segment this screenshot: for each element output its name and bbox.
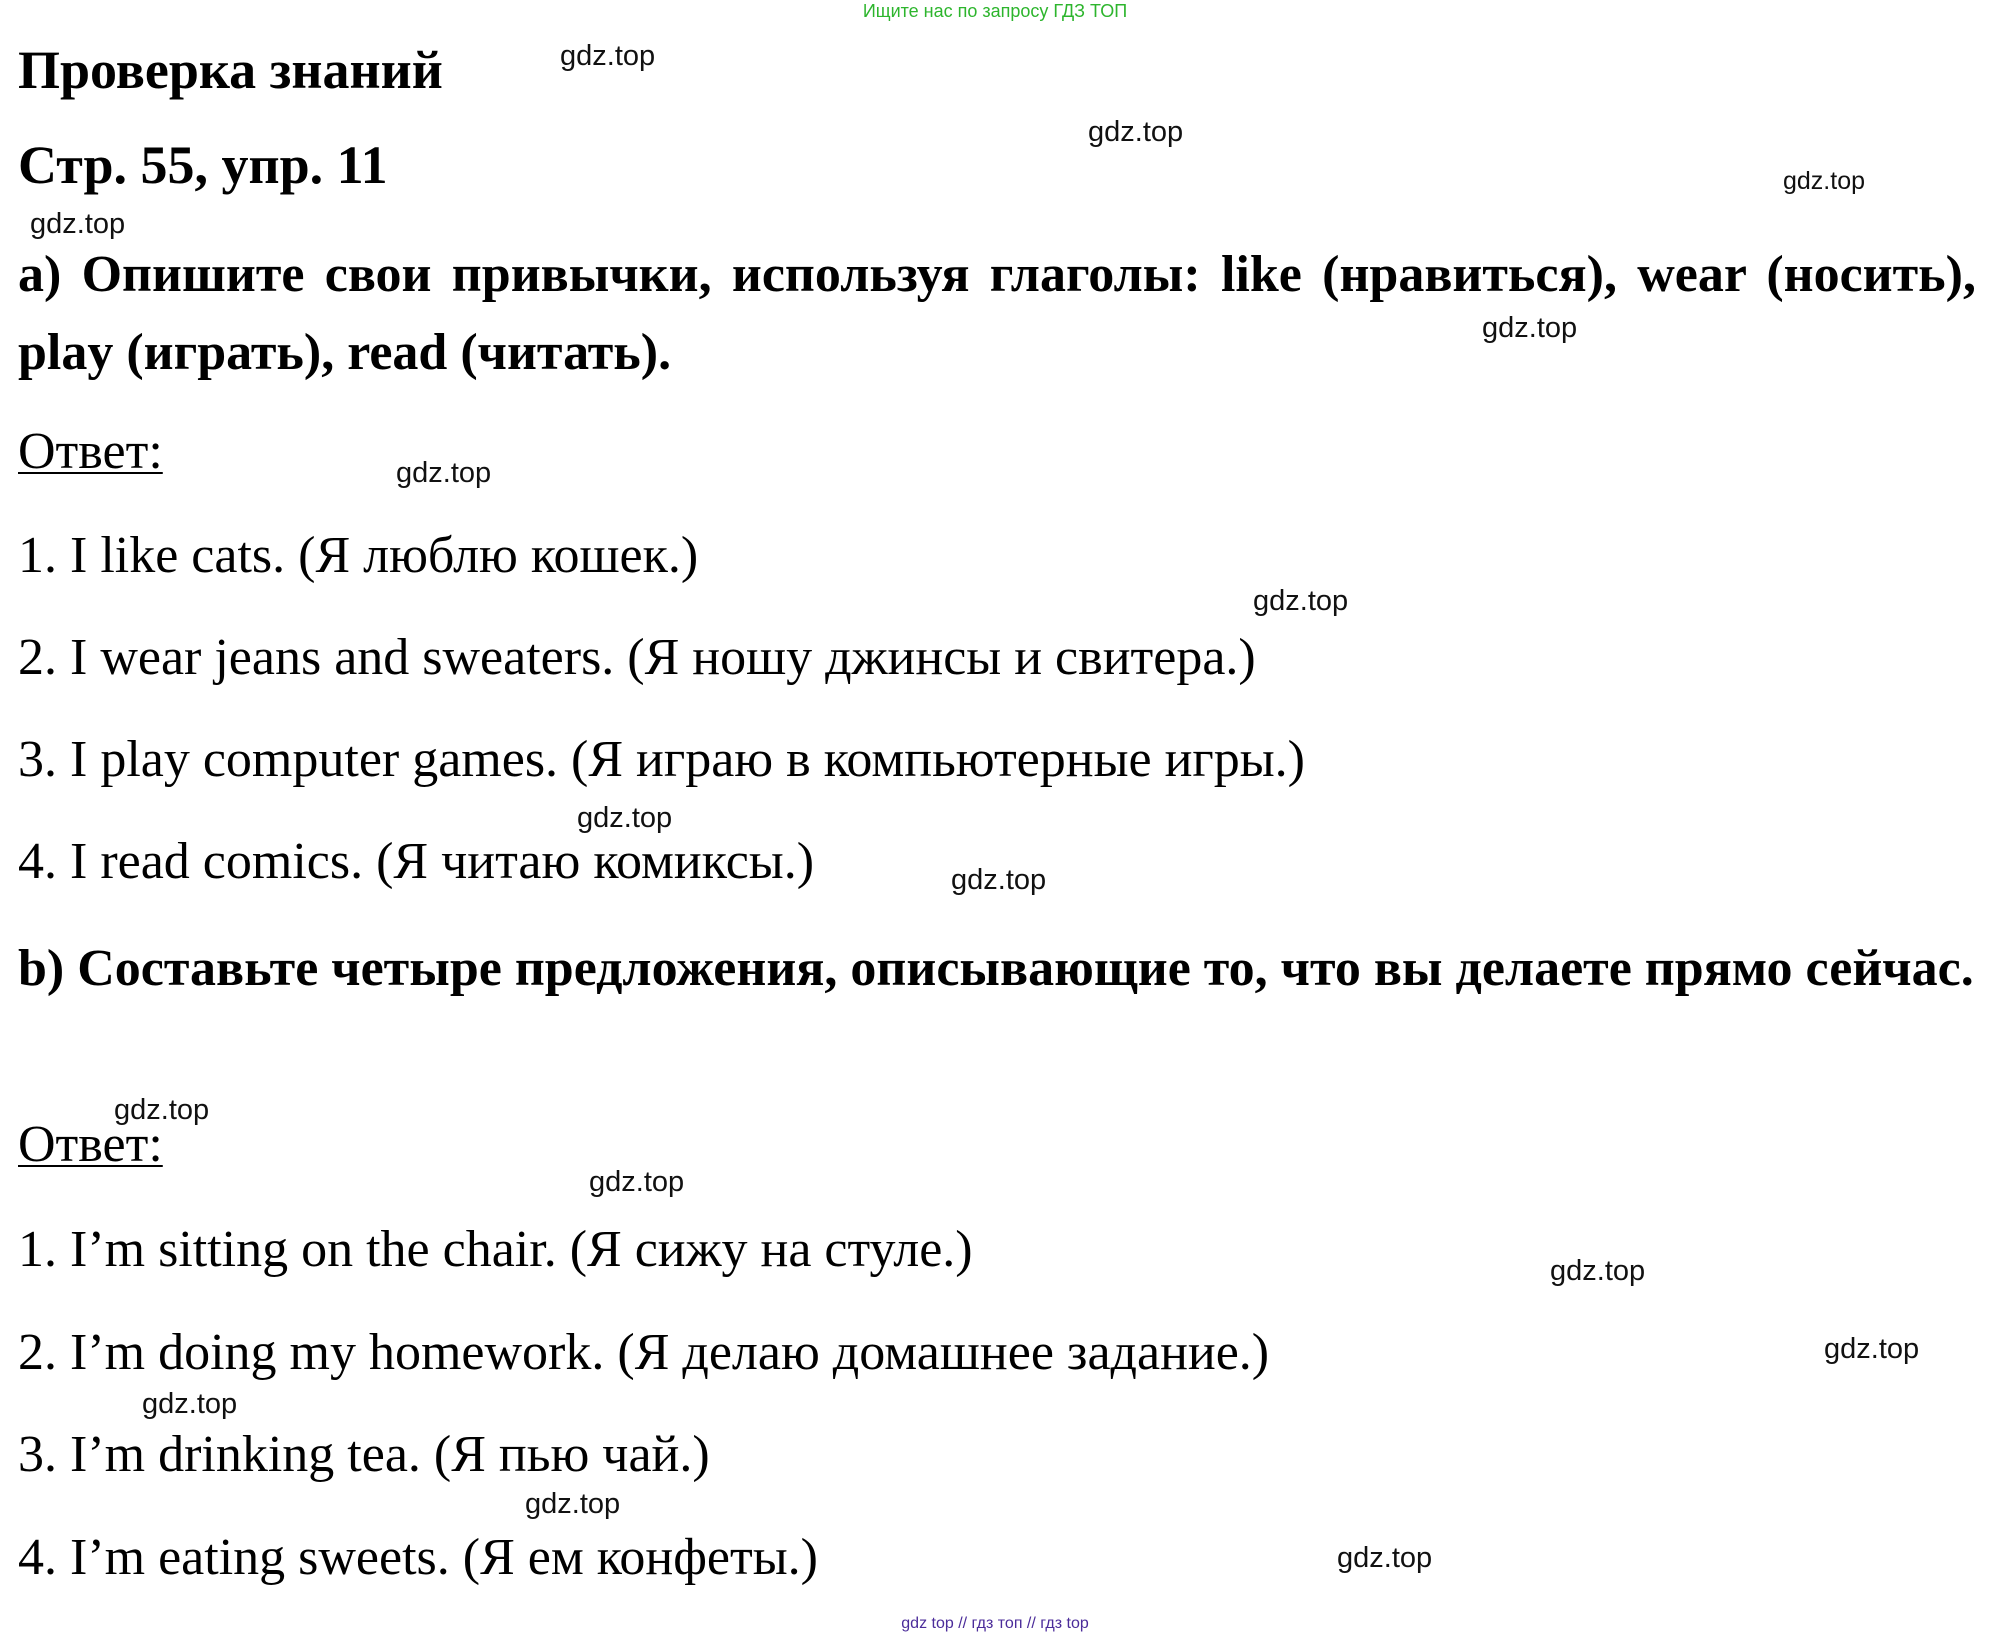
watermark: gdz.top bbox=[577, 802, 673, 834]
answer-a-1: 1. I like cats. (Я люблю кошек.) bbox=[18, 527, 699, 584]
footer-links[interactable]: gdz top // гдз топ // гдз top bbox=[901, 1615, 1089, 1632]
watermark: gdz.top bbox=[396, 457, 492, 489]
answer-a-2: 2. I wear jeans and sweaters. (Я ношу джинсы и свитера.) bbox=[18, 629, 1256, 686]
watermark: gdz.top bbox=[525, 1488, 621, 1520]
watermark: gdz.top bbox=[142, 1388, 238, 1420]
watermark: gdz.top bbox=[560, 40, 656, 72]
top-banner-link[interactable]: Ищите нас по запросу ГДЗ ТОП bbox=[862, 1, 1128, 21]
page-title: Проверка знаний bbox=[18, 40, 443, 100]
task-a: a) Опишите свои привычки, используя глаголы: like (нравиться), wear (носить), play (играть), read (читать). bbox=[18, 246, 1976, 381]
answer-b-4: 4. I’m eating sweets. (Я ем конфеты.) bbox=[18, 1529, 818, 1586]
watermark: gdz.top bbox=[1088, 116, 1184, 148]
answer-b-3: 3. I’m drinking tea. (Я пью чай.) bbox=[18, 1426, 710, 1483]
watermark: gdz.top bbox=[1783, 167, 1866, 195]
watermark: gdz.top bbox=[1253, 585, 1349, 617]
exercise-reference: Стр. 55, упр. 11 bbox=[18, 135, 388, 195]
answer-a-4: 4. I read comics. (Я читаю комиксы.) bbox=[18, 833, 815, 890]
watermark: gdz.top bbox=[1482, 312, 1578, 344]
watermark: gdz.top bbox=[114, 1094, 210, 1126]
answer-b-2: 2. I’m doing my homework. (Я делаю домашнее задание.) bbox=[18, 1324, 1270, 1381]
answer-label-b: Ответ: bbox=[18, 1116, 163, 1173]
answer-a-3: 3. I play computer games. (Я играю в компьютерные игры.) bbox=[18, 731, 1305, 788]
task-b: b) Составьте четыре предложения, описывающие то, что вы делаете прямо сейчас. bbox=[18, 940, 1974, 997]
answer-label-a: Ответ: bbox=[18, 423, 163, 480]
watermark: gdz.top bbox=[1550, 1255, 1646, 1287]
watermark: gdz.top bbox=[1824, 1333, 1920, 1365]
watermark: gdz.top bbox=[589, 1166, 685, 1198]
watermark: gdz.top bbox=[30, 208, 126, 240]
watermark: gdz.top bbox=[951, 864, 1047, 896]
watermark: gdz.top bbox=[1337, 1542, 1433, 1574]
answer-b-1: 1. I’m sitting on the chair. (Я сижу на стуле.) bbox=[18, 1221, 973, 1278]
